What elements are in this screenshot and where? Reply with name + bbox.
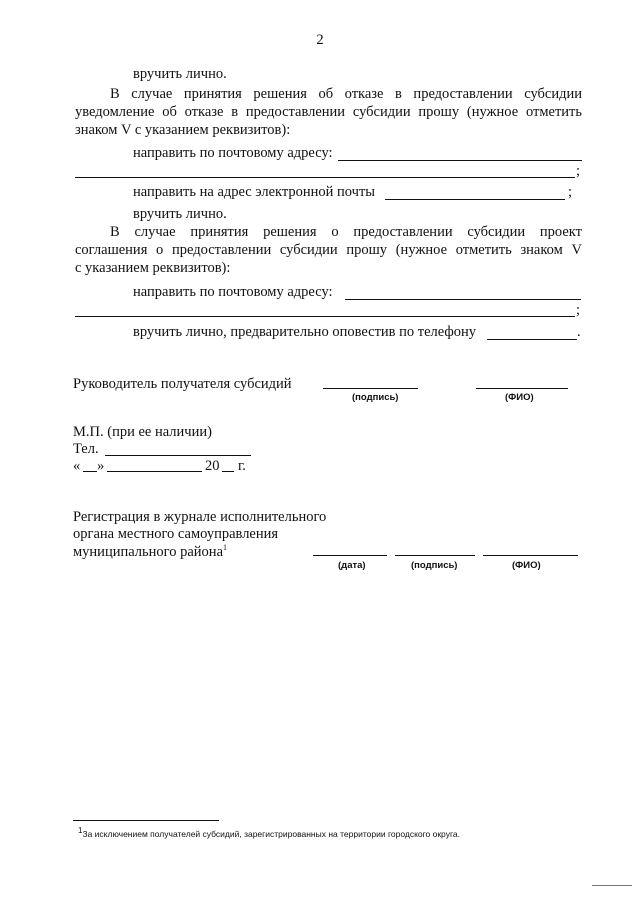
registration-line3-text: муниципального района (73, 543, 223, 560)
registration-fio-caption: (ФИО) (512, 560, 541, 571)
registration-line2: органа местного самоуправления (73, 526, 279, 542)
hand-delivery-label: вручить лично. (133, 206, 227, 222)
refusal-paragraph-line1: В случае принятия решения об отказе в предоставлении субсидии (110, 86, 582, 102)
email-label: направить на адрес электронной почты (133, 184, 376, 200)
signature-caption: (подпись) (352, 392, 399, 403)
footnote-text: За исключением получателей субсидий, зарегистрированных на территории городского округа. (82, 828, 460, 839)
footnote-reference: 1 (223, 543, 227, 552)
registration-signature-field[interactable] (395, 555, 475, 556)
date-open-quote: « (73, 458, 81, 474)
stamp-label: М.П. (при ее наличии) (73, 424, 212, 440)
footnote (78, 826, 460, 839)
head-of-recipient-label: Руководитель получателя субсидий (73, 376, 292, 392)
year-field[interactable] (222, 471, 234, 472)
postal-address-label: направить по почтовому адресу: (133, 145, 333, 161)
registration-line3 (73, 543, 227, 561)
signature-field[interactable] (323, 388, 418, 389)
month-field[interactable] (107, 471, 202, 472)
postal-address-field-2[interactable] (345, 299, 581, 300)
grant-paragraph-line1: В случае принятия решения о предоставлении субсидии проект (110, 224, 582, 240)
phone-label: вручить лично, предварительно оповестив по телефону (133, 324, 477, 340)
page-number: 2 (316, 32, 324, 48)
fio-caption: (ФИО) (505, 392, 534, 403)
fio-field[interactable] (476, 388, 568, 389)
grant-paragraph-line3: с указанием реквизитов): (75, 260, 231, 276)
postal-address-field-2-continued[interactable] (75, 316, 575, 317)
registration-date-field[interactable] (313, 555, 387, 556)
footnote-mark: 1 (78, 826, 83, 835)
registration-signature-caption: (подпись) (411, 560, 458, 571)
footnote-separator (73, 820, 219, 821)
year-suffix: г. (238, 458, 246, 474)
day-field[interactable] (83, 471, 97, 472)
registration-fio-field[interactable] (483, 555, 578, 556)
refusal-paragraph-line3: знаком V с указанием реквизитов): (75, 122, 291, 138)
postal-address-label-2: направить по почтовому адресу: (133, 284, 333, 300)
postal-address-field-continued[interactable] (75, 177, 575, 178)
semicolon: ; (568, 184, 573, 200)
email-field[interactable] (385, 199, 565, 200)
semicolon: ; (576, 302, 581, 318)
registration-line1: Регистрация в журнале исполнительного (73, 509, 327, 525)
date-close-quote: » (97, 458, 105, 474)
postal-address-field[interactable] (338, 160, 582, 161)
phone-field[interactable] (487, 339, 577, 340)
registration-date-caption: (дата) (338, 560, 366, 571)
page-edge-mark (592, 885, 632, 886)
year-prefix: 20 (205, 458, 220, 474)
grant-paragraph-line2: соглашения о предоставлении субсидии прошу (нужное отметить знаком V (75, 242, 582, 258)
tel-field[interactable] (105, 455, 251, 456)
semicolon: ; (576, 163, 581, 179)
tel-label: Тел. (73, 441, 99, 457)
refusal-paragraph-line2: уведомление об отказе в предоставлении субсидии прошу (нужное отметить (75, 104, 582, 120)
hand-delivery-line: вручить лично. (133, 66, 227, 82)
period: . (577, 324, 581, 340)
